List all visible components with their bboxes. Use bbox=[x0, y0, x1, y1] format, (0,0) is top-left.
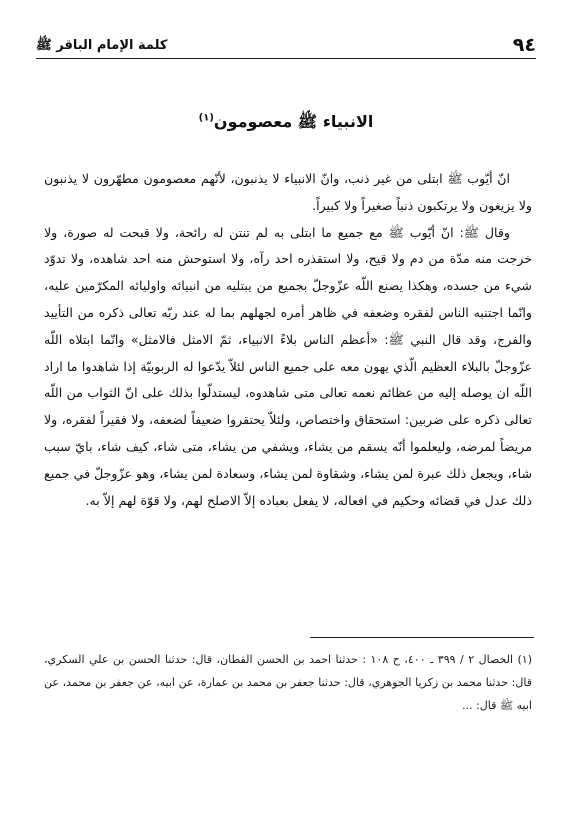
paragraph: وقال ﷺ: انّ أيّوب ﷺ مع جميع ما ابتلى به لم تنتن له رائحة، ولا قبحت له صورة، ولا خرجت منه مدّة من دم ولا قيح، ولا استقذره احد رآه، ولا استوحش منه احد شاهده، ولا تدوّد شيء من جسده، وهكذا يصنع اللّه عزّوجلّ بجميع من يبتليه من انبيائه واوليائه المكرّمين عليه، وانّما اجتنبه الناس لفقره وضعفه في ظاهر أمره لجهلهم بما له عند ربّه تعالى ذكره من التأييد والفرج، وقد قال النبي ﷺ: «أعظم الناس بلاءً الانبياء، ثمّ الامثل فالامثل» وانّما ابتلاه اللّه عزّوجلّ بالبلاء العظيم الّذي يهون معه على جميع الناس لئلاّ يدّعوا له الربوبيّة إذا شاهدوا ما اراد اللّه ان يوصله إليه من عظائم نعمه تعالى متى شاهدوه، ليستدلّوا بذلك على انّ الثواب من اللّه تعالى ذكره على ضربين: استحقاق واختصاص، ولئلاّ يحتقروا ضعيفاً لضعفه، ولا فقيراً لفقره، ولا مريضاً لمرضه، وليعلموا أنّه يسقم من يشاء، ويشفي من يشاء، متى شاء، كيف شاء، بايّ سبب شاء، ويجعل ذلك عبرة لمن يشاء، وشقاوة لمن يشاء، وسعادة لمن يشاء، وهو عزّوجلّ في جميع ذلك عدل في قضائه وحكيم في افعاله، لا يفعل بعباده إلاّ الاصلح لهم، ولا قوّة لهم إلاّ به. bbox=[44, 224, 532, 508]
page-number: ٩٤ bbox=[512, 34, 536, 56]
body-text bbox=[44, 166, 532, 514]
paragraph: انّ أيّوب ﷺ ابتلى من غير ذنب، وانّ الانبياء لا يذنبون، لأنّهم معصومون مطهّرون لا يذنبون ولا يزيغون ولا يرتكبون ذنباً صغيراً ولا كبيراً. bbox=[44, 171, 532, 213]
footnote-rule bbox=[310, 637, 534, 638]
footnote: (١) الخصال ٢ / ٣٩٩ ـ ٤٠٠، ح ١٠٨ : حدثنا احمد بن الحسن القطان، قال: حدثنا الحسن بن علي السكري، قال: حدثنا محمد بن زكريا الجوهري، قال: حدثنا جعفر بن محمد بن عمارة، عن ابيه، عن جعفر بن محمد، عن ابيه ﷺ قال: ... bbox=[44, 653, 532, 712]
section-title-text: الانبياء ﷺ معصومون bbox=[213, 112, 374, 131]
header-rule bbox=[36, 58, 536, 59]
section-title bbox=[36, 112, 536, 135]
footnote-reference: (١) bbox=[198, 112, 214, 124]
running-title: كلمة الإمام الباقر ﷺ bbox=[36, 38, 168, 53]
page-header bbox=[36, 30, 536, 56]
